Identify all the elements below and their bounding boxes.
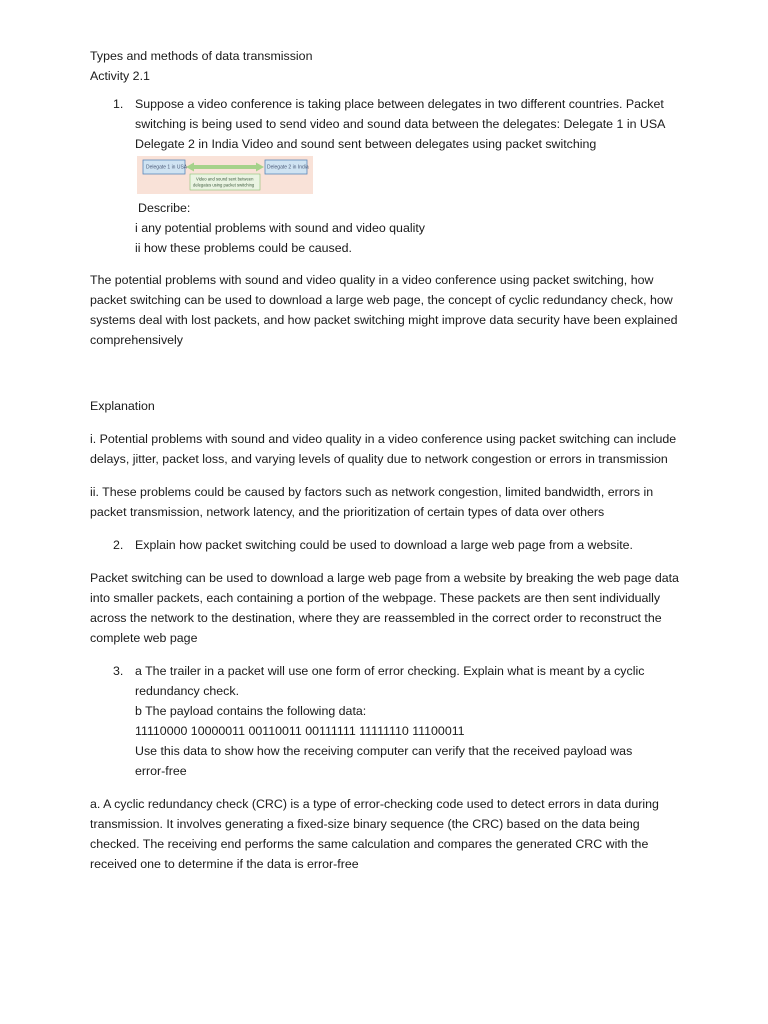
diagram-svg [137, 156, 313, 194]
document-page [90, 46, 680, 874]
describe-label: Describe: [138, 201, 191, 215]
question-2-number: 2. [113, 538, 124, 552]
delegate-2-label: Delegate 2 in India [267, 164, 309, 171]
sub-question-i: i any potential problems with sound and video quality [135, 221, 425, 235]
question-3-number: 3. [113, 664, 124, 678]
transfer-note-line-2: delegates using packet switching [193, 182, 255, 188]
question-2-text: Explain how packet switching could be used to download a large web page from a website. [135, 538, 633, 552]
sub-question-ii: ii how these problems could be caused. [135, 241, 352, 255]
payload-data: 11110000 10000011 00110011 00111111 11111110 11100011 [135, 724, 465, 738]
answer-2: Packet switching can be used to download a large web page from a website by breaking the web page data into smaller packets, each containing a portion of the webpage. These packets are then sent individually across the network to the destination, where they are reassembled in the correct order to reconstruct the complete web page [90, 571, 679, 645]
document-title: Types and methods of data transmission [90, 49, 313, 63]
explanation-heading: Explanation [90, 399, 155, 413]
answer-i: i. Potential problems with sound and video quality in a video conference using packet switching can include delays, jitter, packet loss, and varying levels of quality due to network congestion or errors in transmission [90, 432, 677, 466]
question-3-instruction: Use this data to show how the receiving computer can verify that the received payload was error-free [135, 744, 633, 778]
answer-ii: ii. These problems could be caused by factors such as network congestion, limited bandwidth, errors in packet transmission, network latency, and the prioritization of certain types of data over others [90, 485, 654, 519]
question-1 [90, 94, 680, 258]
question-3 [90, 661, 680, 781]
packet-switching-diagram [137, 156, 313, 194]
question-1-text: Suppose a video conference is taking place between delegates in two different countries. Packet switching is being used to send video and sound data between the delegates: Delegate 1 in USA Delegate 2 in India Video and sound sent between delegates using packet switching [135, 97, 665, 151]
question-3-part-b: b The payload contains the following data: [135, 704, 367, 718]
question-2 [90, 535, 680, 555]
delegate-1-label: Delegate 1 in USA [146, 164, 188, 171]
question-1-number: 1. [113, 97, 124, 111]
answer-3a: a. A cyclic redundancy check (CRC) is a type of error-checking code used to detect errors in data during transmission. It involves generating a fixed-size binary sequence (the CRC) based on the data being checked. The receiving end performs the same calculation and compares the generated CRC with the received one to determine if the data is error-free [90, 797, 659, 871]
summary-paragraph: The potential problems with sound and video quality in a video conference using packet switching, how packet switching can be used to download a large web page, the concept of cyclic redundancy check, how systems deal with lost packets, and how packet switching might improve data security have been explained comprehensively [90, 273, 678, 347]
activity-label: Activity 2.1 [90, 69, 150, 83]
transfer-note-line-1: Video and sound sent between [196, 176, 254, 182]
question-3-part-a: a The trailer in a packet will use one form of error checking. Explain what is meant by a cyclic redundancy check. [135, 664, 645, 698]
